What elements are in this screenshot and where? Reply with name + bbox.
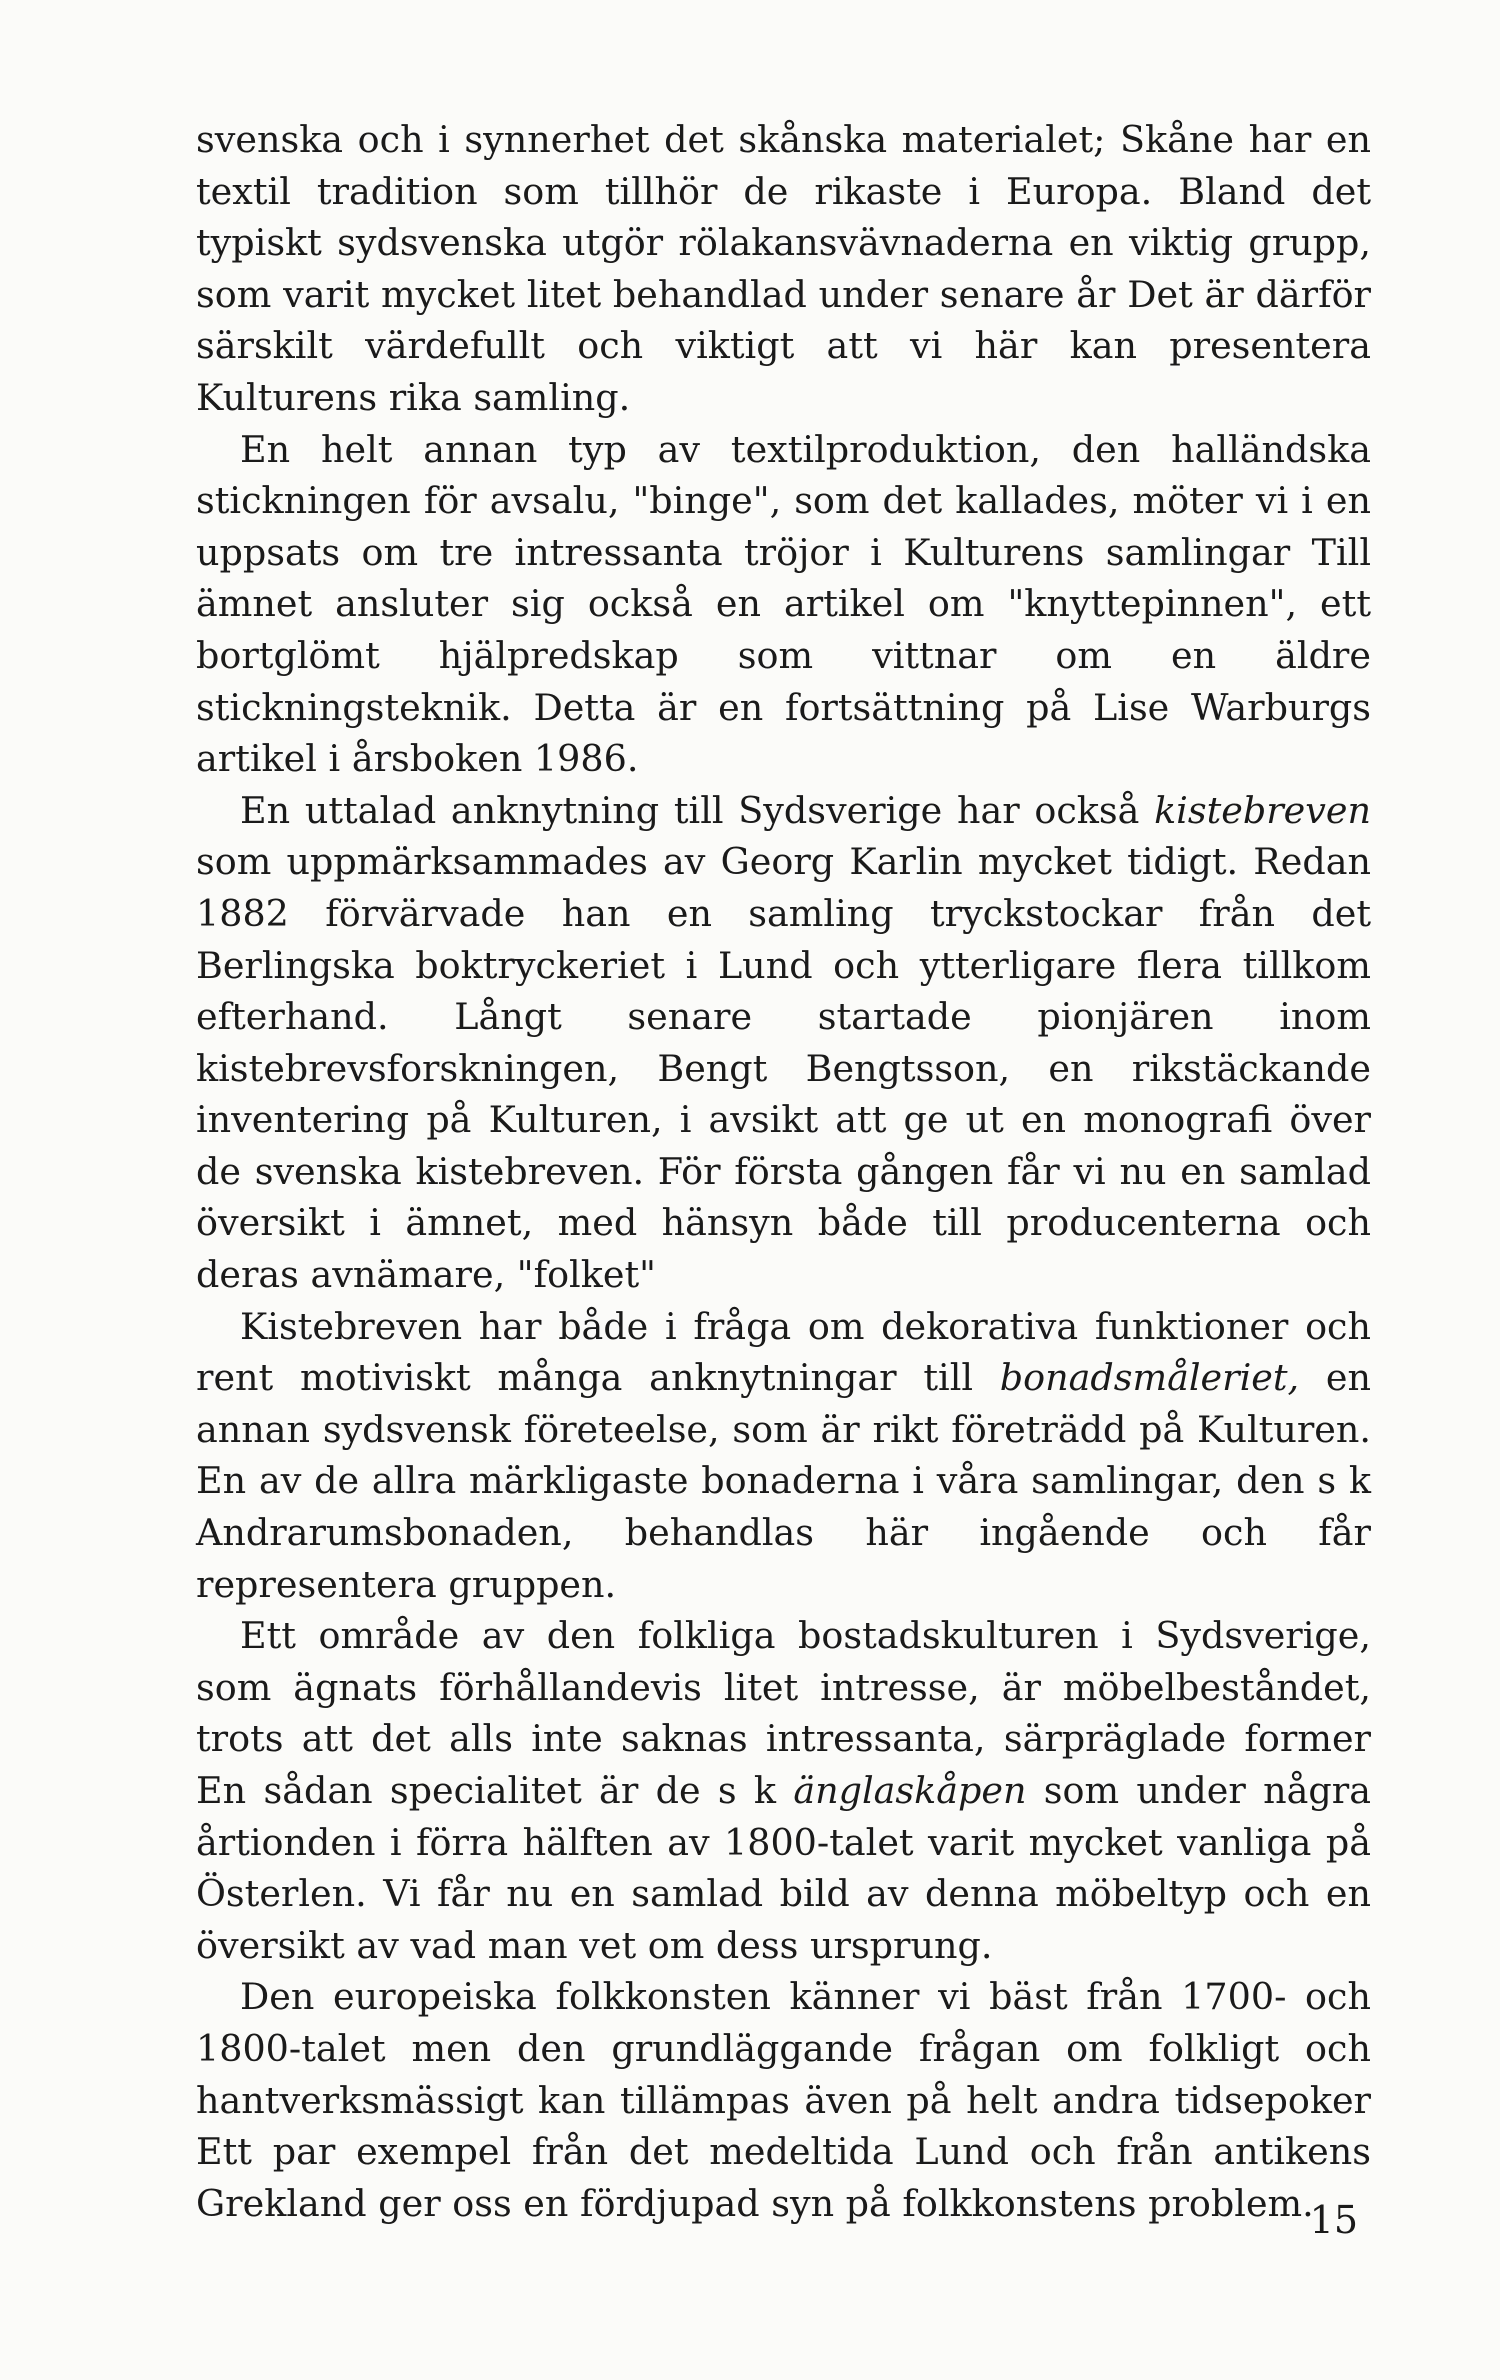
paragraph-bonadsmaleriet bbox=[196, 1301, 1371, 1611]
text-run: Kistebreven har både i fråga om dekorativa funktioner och rent motiviskt många anknytningar till bbox=[196, 1304, 1371, 1400]
text-run: Ett område av den folkliga bostadskulturen i Sydsverige, som ägnats förhållandevis litet intresse, är möbelbeståndet, trots att det alls inte saknas intressanta, särpräglade former En sådan specialitet är de s k bbox=[196, 1614, 1371, 1812]
paragraph-anglaskapen bbox=[196, 1610, 1371, 1971]
paragraph-kistebreven bbox=[196, 785, 1371, 1301]
paragraph-halland-knitting bbox=[196, 424, 1371, 785]
text-run: En helt annan typ av textilproduktion, den halländska stickningen för avsalu, "binge", som det kallades, möter vi i en uppsats om tre intressanta tröjor i Kulturens samlingar Till ämnet ansluter sig också en artikel om "knyttepinnen", ett bortglömt hjälpredskap som vittnar om en äldre stickningsteknik. Detta är en fortsättning på Lise Warburgs artikel i årsboken 1986. bbox=[196, 427, 1371, 781]
text-run: som uppmärksammades av Georg Karlin mycket tidigt. Redan 1882 förvärvade han en samling tryckstockar från det Berlingska boktryckeriet i Lund och ytterligare flera tillkom efterhand. Långt senare startade pionjären inom kistebrevsforskningen, Bengt Bengtsson, en rikstäckande inventering på Kulturen, i avsikt att ge ut en monografi över de svenska kistebreven. För första gången får vi nu en samlad översikt i ämnet, med hänsyn både till producenterna och deras avnämare, "folket" bbox=[196, 840, 1371, 1297]
text-run: En uttalad anknytning till Sydsverige har också bbox=[240, 788, 1155, 832]
emphasis-kistebreven: kistebreven bbox=[1154, 788, 1371, 832]
paragraph-textile-tradition bbox=[196, 114, 1371, 424]
text-run: svenska och i synnerhet det skånska materialet; Skåne har en textil tradition som tillhör de rikaste i Europa. Bland det typiskt sydsvenska utgör rölakansvävnaderna en viktig grupp, som varit mycket litet behandlad under senare år Det är därför särskilt värdefullt och viktigt att vi här kan presentera Kulturens rika samling. bbox=[196, 118, 1371, 419]
page-number: 15 bbox=[1309, 2198, 1358, 2242]
text-run: som under några årtionden i förra hälften av 1800-talet varit mycket vanliga på Österlen. Vi får nu en samlad bild av denna möbeltyp och en översikt av vad man vet om dess ursprung. bbox=[196, 1769, 1371, 1967]
body-text bbox=[196, 114, 1371, 2229]
paragraph-folkkonst bbox=[196, 1971, 1371, 2229]
text-run: Den europeiska folkkonsten känner vi bäst från 1700- och 1800-talet men den grundläggande frågan om folkligt och hantverksmässigt kan tillämpas även på helt andra tidsepoker Ett par exempel från det medeltida Lund och från antikens Grekland ger oss en fördjupad syn på folkkonstens problem. bbox=[196, 1975, 1371, 2225]
text-run: en annan sydsvensk företeelse, som är rikt företrädd på Kulturen. En av de allra märkligaste bonaderna i våra samlingar, den s k Andrarumsbonaden, behandlas här ingående och får representera gruppen. bbox=[196, 1356, 1371, 1606]
emphasis-bonadsmaleriet: bonadsmåleriet, bbox=[999, 1356, 1300, 1400]
emphasis-anglaskapen: änglaskåpen bbox=[793, 1769, 1027, 1812]
